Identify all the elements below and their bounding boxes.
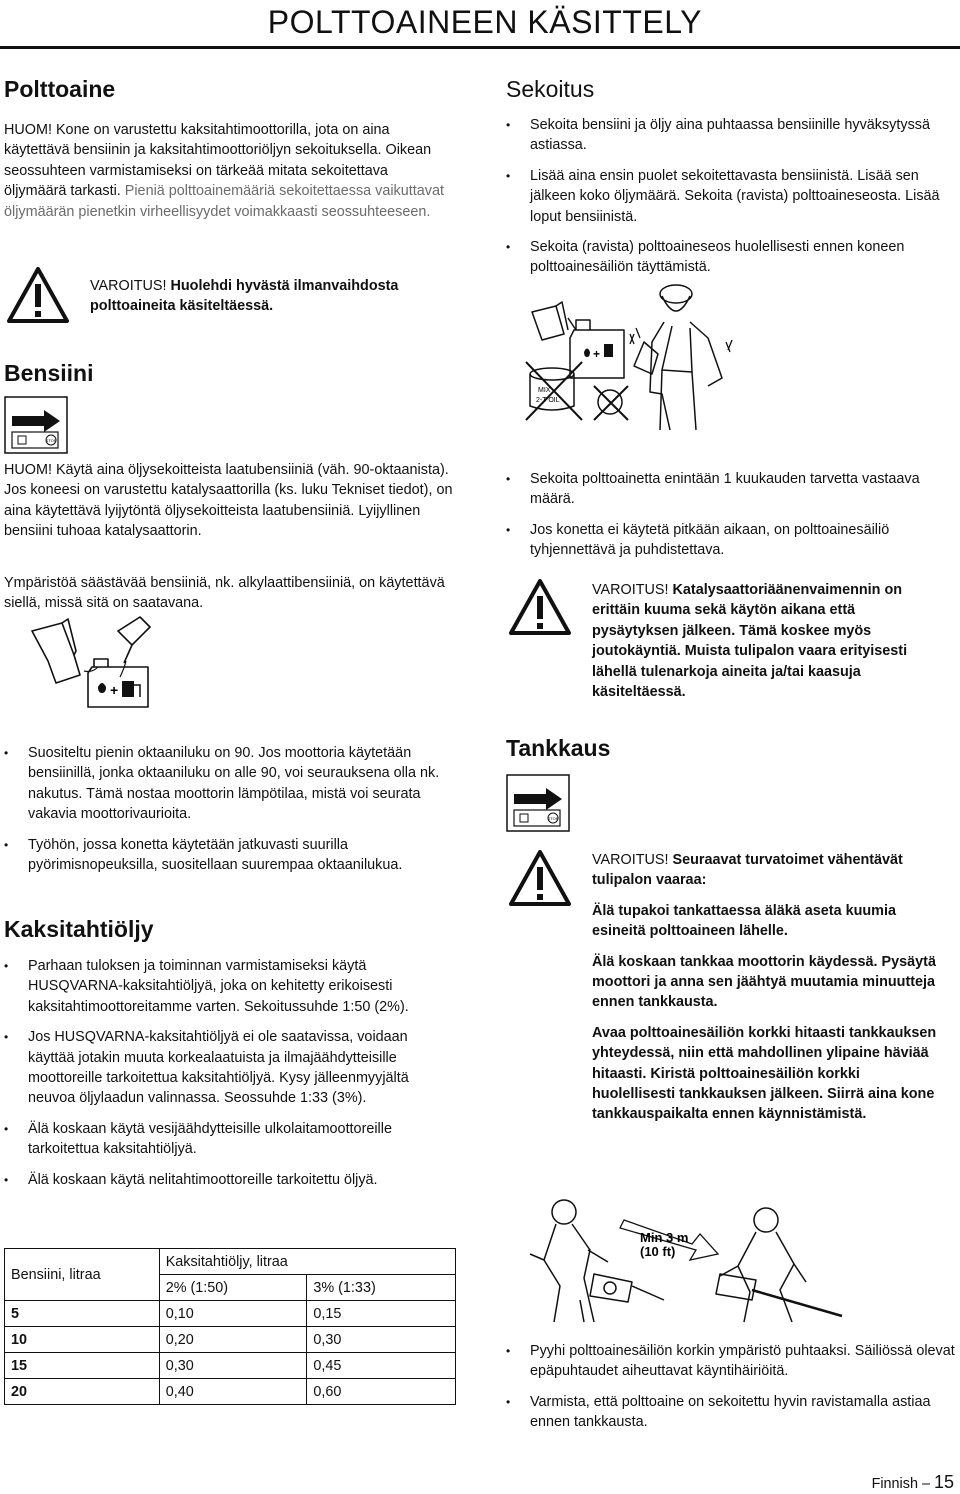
min-distance-label-2: (10 ft) [640,1244,676,1259]
table-cell: 5 [5,1301,160,1327]
warning-paragraph: Älä koskaan tankkaa moottorin käydessä. Pysäytä moottori ja anna sen jäähtyä muutamia minuutteja ennen tankkausta. [592,953,936,1011]
table-cell: 20 [5,1379,160,1405]
bensiini-paragraph-2: Ympäristöä säästävää bensiiniä, nk. alkylaattibensiiniä, on käytettävä siellä, missä sitä on saatavana. [4,575,445,612]
table-row [5,1327,456,1353]
page-header [0,0,960,48]
warning-text: Katalysaattoriäänenvaimennin on erittäin kuuma sekä käytön aikana että pysäytyksen jälkeen. Tämä koskee myös joutokäyntiä. Muista tulipalon vaara erityisesti lähellä tulenarkoja aineita ja/tai kaasuja käsiteltäessä. [592,582,908,701]
list-item: • Pyyhi polttoainesäiliön korkin ympäristö puhtaaksi. Säiliössä olevat epäpuhtaudet aiheuttavat käyntihäiriöitä. [506,1341,956,1382]
table-header-cell: 2% (1:50) [159,1275,307,1301]
table-row [5,1353,456,1379]
table-header-cell: Kaksitahtiöljy, litraa [159,1249,455,1275]
mixing-illustration [512,282,762,432]
section-title-bensiini: Bensiini [4,360,94,386]
warning-triangle-icon [508,578,572,636]
list-item: • Parhaan tuloksen ja toiminnan varmistamiseksi käytä HUSQVARNA-kaksitahtiöljyä, joka on kehitetty erikoisesti kaksitahtimoottoreitamme varten. Sekoitussuhde 1:50 (2%). [4,956,454,1017]
table-cell: 0,45 [307,1353,456,1379]
polttoaine-text-gray: Pieniä polttoainemääriä sekoitettaessa vaikuttavat öljymäärän pienetkin virheellisyydet voimakkaasti seossuhteeseen. [4,183,444,220]
warning-label: VAROITUS! [592,582,669,598]
table-header-cell: Bensiini, litraa [5,1249,160,1301]
table-row [5,1301,456,1327]
list-item: • Suositeltu pienin oktaaniluku on 90. Jos moottoria käytetään bensiinillä, jonka oktaaniluku on alle 90, voi seurauksena olla nk. nakutus. Tämä nostaa moottorin lämpötilaa, mistä voi seurata vakavia moottorivaurioita. [4,743,454,825]
warning-paragraph: Älä tupakoi tankattaessa äläkä aseta kuumia esineitä polttoaineen lähelle. [592,902,896,940]
warning-refueling [592,850,942,1125]
svg-text:+: + [593,347,601,361]
section-title-kaksitahtioljy: Kaksitahtiöljy [4,916,154,942]
warning-refueling-intro [592,850,942,891]
stop-label: STOP [547,816,559,821]
section-title-tankkaus: Tankkaus [506,735,611,761]
header-rule [0,46,960,49]
svg-text:+: + [110,682,119,698]
kaksitahtioljy-bullets [4,956,454,1190]
list-item: • Sekoita bensiini ja öljy aina puhtaassa bensiinille hyväksytyssä astiassa. [506,115,950,156]
list-item: • Lisää aina ensin puolet sekoitettavasta bensiinistä. Lisää sen jälkeen koko öljymäärä. Sekoita (ravista) polttoaineseosta. Lisää loput bensiinistä. [506,166,950,227]
table-header-row [5,1249,456,1275]
footer-dash: – [921,1476,930,1492]
sekoitus-bullets-2 [506,469,950,561]
footer-language: Finnish [871,1476,918,1492]
table-cell: 0,20 [159,1327,307,1353]
page-number: 15 [933,1472,954,1492]
table-cell: 0,40 [159,1379,307,1405]
warning-catalyst [592,580,932,702]
list-item: • Älä koskaan käytä vesijäähdytteisille ulkolaitamoottoreille tarkoitettua kaksitahtiöljyä. [4,1119,454,1160]
table-cell: 0,15 [307,1301,456,1327]
warning-text: Huolehdi hyvästä ilmanvaihdosta polttoaineita käsiteltäessä. [90,278,399,315]
warning-label: VAROITUS! [592,852,669,868]
list-item: • Sekoita (ravista) polttoaineseos huolellisesti ennen koneen polttoainesäiliön täyttämistä. [506,237,950,278]
table-cell: 0,60 [307,1379,456,1405]
sekoitus-bullets [506,115,950,278]
refuel-engine-off-symbol-icon [4,396,68,454]
list-item: • Sekoita polttoainetta enintään 1 kuukauden tarvetta vastaava määrä. [506,469,950,510]
min-distance-label-1: Min 3 m [640,1230,689,1245]
list-item: • Varmista, että polttoaine on sekoitettu hyvin ravistamalla astiaa ennen tankkausta. [506,1392,956,1433]
bensiini-paragraph-1: HUOM! Käytä aina öljysekoitteista laatubensiiniä (väh. 90-oktaanista). Jos koneesi on varustettu katalysaattorilla (ks. luku Tekniset tiedot), on aina käytettävä lyijytöntä öljysekoitteista laatubensiiniä. Lyijyllinen bensiini tuhoaa katalysaattorin. [4,462,453,540]
table-row [5,1379,456,1405]
tankkaus-bullets [506,1341,956,1433]
table-header-cell: 3% (1:33) [307,1275,456,1301]
list-item: • Jos konetta ei käytetä pitkään aikaan, on polttoainesäiliö tyhjennettävä ja puhdistettava. [506,520,950,561]
warning-paragraph: Avaa polttoainesäiliön korkki hitaasti tankkauksen yhteydessä, niin että mahdollinen ylipaine häviää hitaasti. Kiristä polttoainesäiliön korkki huolellisesti tankkauksen jälkeen. Siirrä aina kone tankkauspaikalta ennen käynnistämistä. [592,1024,937,1123]
warning-label: VAROITUS! [90,278,167,294]
section-title-polttoaine: Polttoaine [4,76,116,102]
list-item: • Jos HUSQVARNA-kaksitahtiöljyä ei ole saatavissa, voidaan käyttää jotakin muuta korkealaatuista ja ilmajäähdytteisille moottoreille tarkoitettua kaksitahtiöljyä. Kysy jälleenmyyjältä neuvoa öljylaadun valinnassa. Seossuhde 1:33 (3%). [4,1027,454,1109]
page-title: POLTTOAINEEN KÄSITTELY [267,4,702,40]
fuel-pouring-illustration [28,615,158,710]
list-item: • Älä koskaan käytä nelitahtimoottoreille tarkoitettu öljyä. [4,1170,454,1190]
warning-text: Seuraavat turvatoimet vähentävät tulipalon vaaraa: [592,852,903,889]
page-footer [872,1472,954,1493]
warning-triangle-icon [508,849,572,907]
table-cell: 0,30 [159,1353,307,1379]
bensiini-bullets [4,743,454,875]
can-label-2: 2-T OIL [536,397,560,404]
polttoaine-paragraph [4,120,454,222]
can-label-1: MIX [538,387,551,394]
table-cell: 15 [5,1353,160,1379]
table-cell: 0,10 [159,1301,307,1327]
warning-ventilation [90,276,440,317]
table-cell: 0,30 [307,1327,456,1353]
warning-triangle-icon [6,266,70,324]
section-title-sekoitus: Sekoitus [506,76,595,102]
polttoaine-text-dark: HUOM! Kone on varustettu kaksitahtimoottorilla, jota on aina käytettävä bensiinin ja kaksitahtimoottoriöljyn sekoituksella. Oikean seossuhteen varmistamiseksi on tärkeää mitata sekoitettava öljymäärä tarkasti. [4,122,432,200]
fuel-mix-table [4,1248,456,1405]
list-item: • Työhön, jossa konetta käytetään jatkuvasti suurilla pyörimisnopeuksilla, suositellaan suurempaa oktaanilukua. [4,835,454,876]
refuel-engine-off-symbol-icon [506,774,570,832]
stop-label: STOP [45,438,57,443]
table-cell: 10 [5,1327,160,1353]
refueling-distance-illustration [524,1190,844,1330]
